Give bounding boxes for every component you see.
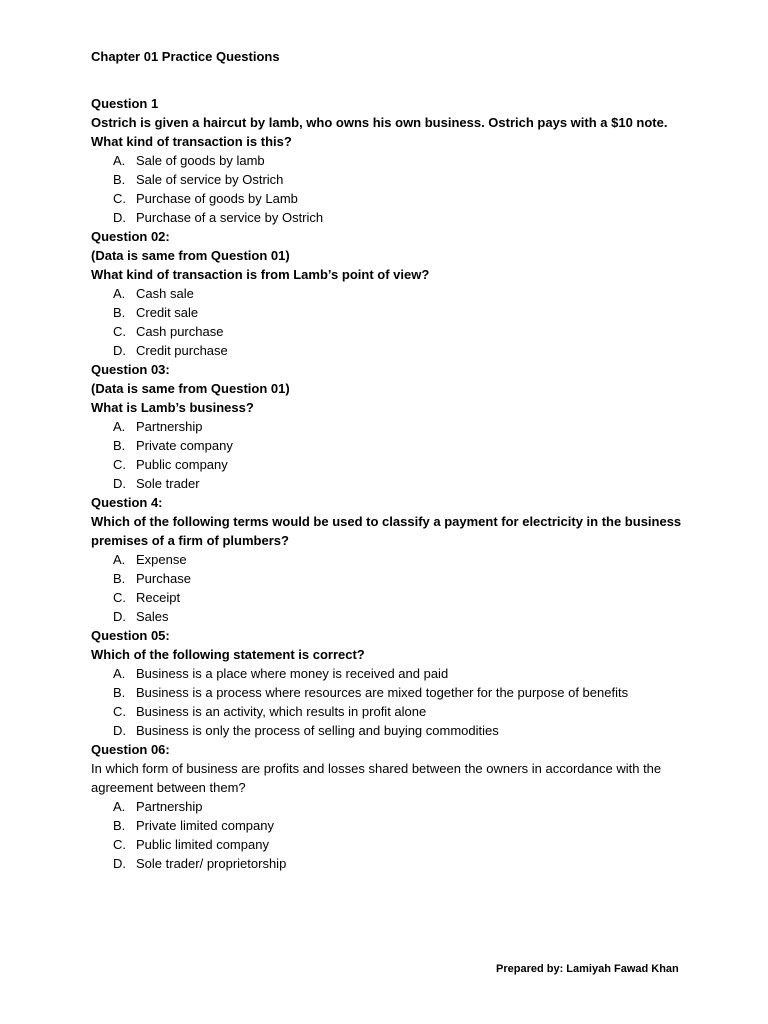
question-heading: Question 05:	[91, 628, 170, 643]
option-text: Business is a place where money is received and paid	[136, 666, 449, 681]
option-letter: B.	[113, 818, 126, 833]
option-text: Cash sale	[136, 286, 194, 301]
answer-option	[113, 816, 691, 835]
option-letter: C.	[113, 590, 126, 605]
question-text: Ostrich is given a haircut by lamb, who owns his own business. Ostrich pays with a $10 note.	[91, 115, 668, 130]
question-list	[91, 94, 691, 873]
option-text: Public limited company	[136, 837, 269, 852]
option-letter: A.	[113, 419, 126, 434]
answer-option	[113, 341, 691, 360]
document-page	[91, 47, 691, 873]
option-letter: A.	[113, 666, 126, 681]
answer-options	[91, 417, 691, 493]
question-heading: Question 06:	[91, 742, 170, 757]
answer-option	[113, 664, 691, 683]
option-text: Sole trader	[136, 476, 200, 491]
answer-options	[91, 284, 691, 360]
answer-options	[91, 797, 691, 873]
option-text: Business is a process where resources are mixed together for the purpose of benefits	[136, 685, 629, 700]
option-letter: B.	[113, 685, 126, 700]
question-block	[91, 493, 691, 626]
answer-option	[113, 170, 691, 189]
option-text: Sales	[136, 609, 169, 624]
question-block	[91, 94, 691, 227]
footer-credit: Prepared by: Lamiyah Fawad Khan	[496, 963, 679, 975]
question-text: Which of the following terms would be used to classify a payment for electricity in the business premises of a firm of plumbers?	[91, 514, 682, 548]
option-letter: D.	[113, 343, 126, 358]
option-letter: C.	[113, 837, 126, 852]
question-text: What kind of transaction is this?	[91, 134, 292, 149]
answer-options	[91, 550, 691, 626]
question-text: What kind of transaction is from Lamb’s point of view?	[91, 267, 430, 282]
answer-option	[113, 151, 691, 170]
option-letter: B.	[113, 172, 126, 187]
option-text: Receipt	[136, 590, 181, 605]
option-letter: D.	[113, 723, 126, 738]
question-block	[91, 740, 691, 873]
question-text: Which of the following statement is correct?	[91, 647, 365, 662]
option-letter: C.	[113, 324, 126, 339]
answer-options	[91, 151, 691, 227]
question-heading: Question 4:	[91, 495, 163, 510]
answer-option	[113, 208, 691, 227]
option-letter: B.	[113, 438, 126, 453]
option-letter: B.	[113, 571, 126, 586]
option-text: Cash purchase	[136, 324, 224, 339]
answer-option	[113, 189, 691, 208]
answer-option	[113, 474, 691, 493]
question-block	[91, 626, 691, 740]
answer-option	[113, 702, 691, 721]
option-letter: D.	[113, 856, 126, 871]
option-text: Sole trader/ proprietorship	[136, 856, 287, 871]
option-text: Business is an activity, which results in profit alone	[136, 704, 427, 719]
page-title: Chapter 01 Practice Questions	[91, 49, 280, 64]
option-letter: D.	[113, 210, 126, 225]
answer-option	[113, 683, 691, 702]
option-letter: A.	[113, 552, 126, 567]
option-text: Partnership	[136, 799, 203, 814]
answer-option	[113, 569, 691, 588]
answer-option	[113, 607, 691, 626]
answer-option	[113, 721, 691, 740]
option-text: Purchase of goods by Lamb	[136, 191, 298, 206]
answer-option	[113, 303, 691, 322]
answer-option	[113, 588, 691, 607]
question-heading: Question 03:	[91, 362, 170, 377]
answer-option	[113, 284, 691, 303]
option-text: Partnership	[136, 419, 203, 434]
option-letter: D.	[113, 476, 126, 491]
answer-option	[113, 797, 691, 816]
option-text: Public company	[136, 457, 228, 472]
option-letter: A.	[113, 153, 126, 168]
option-text: Purchase	[136, 571, 191, 586]
option-letter: B.	[113, 305, 126, 320]
question-block	[91, 360, 691, 493]
question-block	[91, 227, 691, 360]
answer-options	[91, 664, 691, 740]
option-text: Purchase of a service by Ostrich	[136, 210, 324, 225]
option-text: Private company	[136, 438, 233, 453]
option-letter: C.	[113, 704, 126, 719]
answer-option	[113, 835, 691, 854]
option-letter: D.	[113, 609, 126, 624]
question-text: In which form of business are profits and losses shared between the owners in accordance with the agreement between them?	[91, 761, 662, 795]
option-text: Credit purchase	[136, 343, 228, 358]
answer-option	[113, 455, 691, 474]
question-text: What is Lamb’s business?	[91, 400, 254, 415]
answer-option	[113, 417, 691, 436]
question-heading: Question 02:	[91, 229, 170, 244]
answer-option	[113, 550, 691, 569]
option-text: Business is only the process of selling and buying commodities	[136, 723, 499, 738]
answer-option	[113, 854, 691, 873]
question-heading: Question 1	[91, 96, 159, 111]
option-text: Private limited company	[136, 818, 274, 833]
option-letter: A.	[113, 286, 126, 301]
option-letter: C.	[113, 191, 126, 206]
answer-option	[113, 436, 691, 455]
question-text: (Data is same from Question 01)	[91, 381, 290, 396]
option-text: Sale of service by Ostrich	[136, 172, 284, 187]
option-text: Sale of goods by lamb	[136, 153, 265, 168]
option-text: Credit sale	[136, 305, 199, 320]
option-text: Expense	[136, 552, 187, 567]
option-letter: A.	[113, 799, 126, 814]
answer-option	[113, 322, 691, 341]
option-letter: C.	[113, 457, 126, 472]
question-text: (Data is same from Question 01)	[91, 248, 290, 263]
